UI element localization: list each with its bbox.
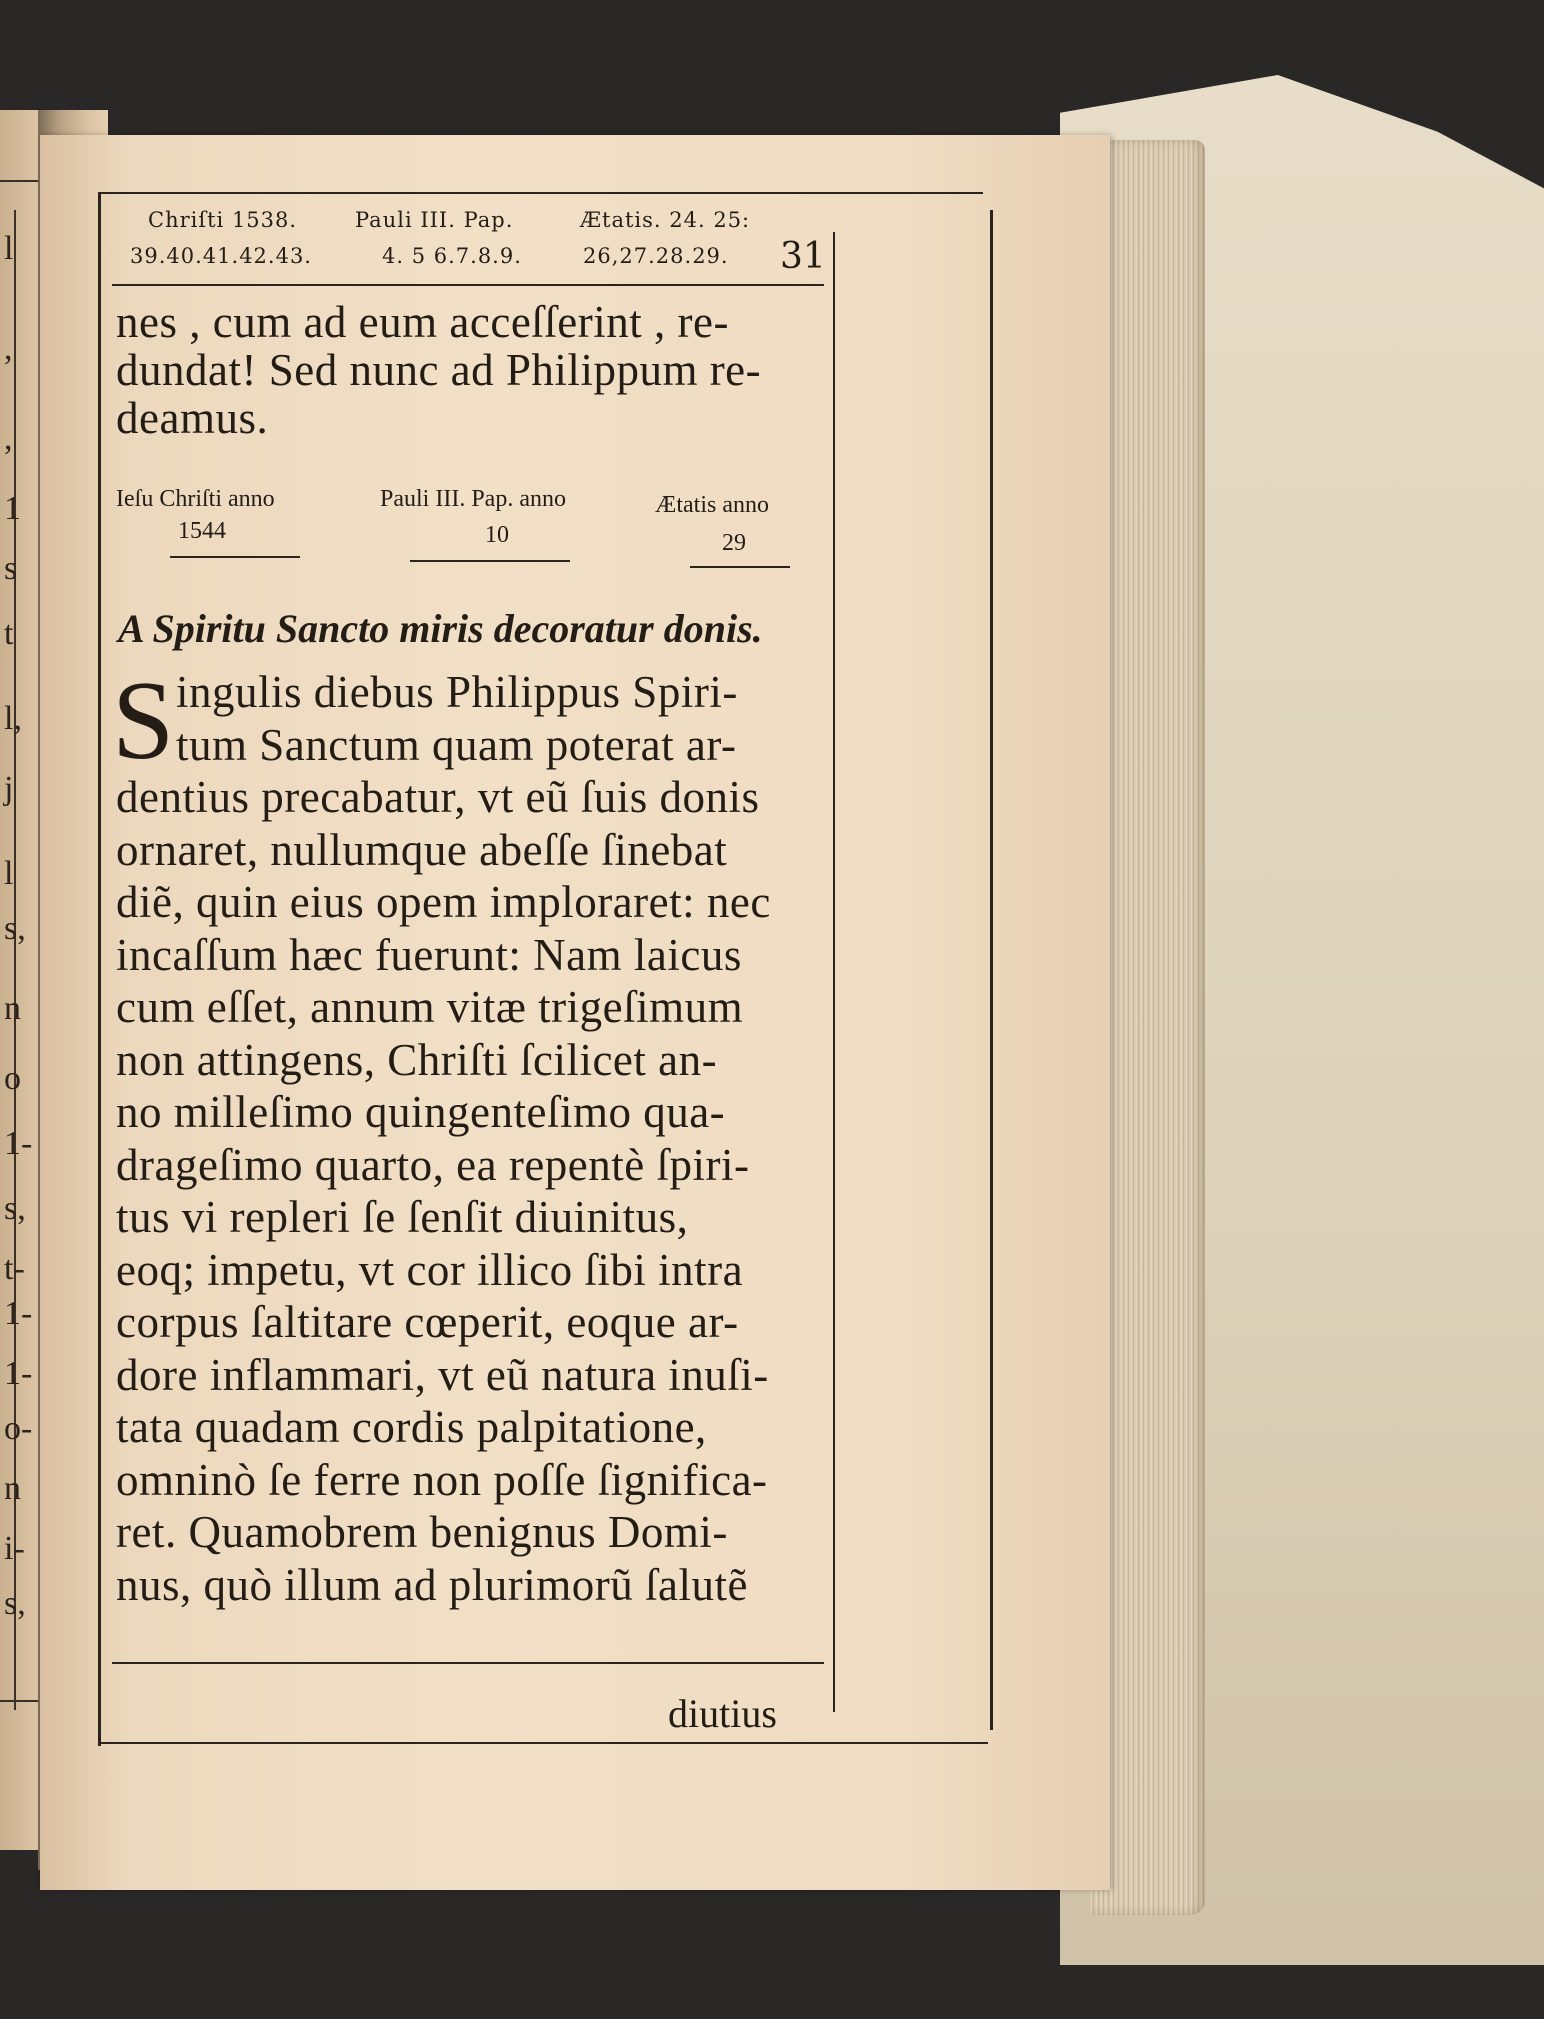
year-table-age-value: 29: [722, 530, 746, 556]
left-page-fragment: 1-: [4, 1295, 33, 1332]
left-page-fragment: s,: [4, 1190, 26, 1227]
body-line: non attingens, Chriſti ſcilicet an-: [116, 1034, 718, 1085]
intro-line: dundat! Sed nunc ad Philippum re-: [116, 345, 762, 395]
left-page-fragment: o: [4, 1060, 21, 1097]
left-page-fragment: s,: [4, 910, 26, 947]
drop-cap: S: [112, 659, 175, 783]
left-page-fragment: l: [4, 230, 14, 267]
header-rule: [112, 284, 824, 286]
body-line: tus vi repleri ſe ſenſit diuinitus,: [116, 1192, 689, 1242]
year-table-pope-label: Pauli III. Pap. anno: [380, 486, 566, 512]
body-line: drageſimo quarto, ea repentè ſpiri-: [116, 1139, 750, 1190]
year-table-pope-rule: [410, 560, 570, 562]
body-line: dentius precabatur, vt eũ ſuis donis: [116, 772, 760, 822]
intro-line: deamus.: [116, 393, 269, 443]
page-frame-right: [990, 210, 993, 1730]
body-line: no milleſimo quingenteſimo qua-: [116, 1087, 726, 1137]
header-christ-years: Chriſti 1538.: [148, 208, 298, 232]
body-line: omninò ſe ferre non poſſe ſignifica-: [116, 1454, 768, 1505]
header-age-years: Ætatis. 24. 25:: [580, 208, 751, 232]
section-title: A Spiritu Sancto miris decoratur donis.: [118, 606, 763, 651]
body-line: tum Sanctum quam poterat ar-: [176, 719, 737, 770]
left-page-fragment: 1: [4, 490, 21, 527]
body-line: nus, quò illum ad plurimorũ ſalutẽ: [116, 1559, 748, 1610]
left-page-fragment: 1-: [4, 1355, 33, 1392]
left-page-fragment: s,: [4, 1585, 26, 1622]
left-page-fragment: 1-: [4, 1125, 33, 1162]
header-pope-years: Pauli III. Pap.: [355, 208, 514, 232]
left-page-fragment: n: [4, 1470, 21, 1507]
page-number: 31: [780, 236, 826, 277]
footer-rule: [112, 1662, 824, 1664]
body-line: incaſſum hæc fuerunt: Nam laicus: [116, 929, 742, 980]
left-page-fragment: l: [4, 855, 14, 892]
year-table-christ-label: Ieſu Chriſti anno: [116, 486, 275, 512]
left-page-fragment: t: [4, 615, 14, 652]
year-table-christ-rule: [170, 556, 300, 558]
left-page-fragment: l,: [4, 700, 22, 737]
body-line: dore inflammari, vt eũ natura inuſi-: [116, 1349, 769, 1400]
body-line: eoq; impetu, vt cor illico ſibi intra: [116, 1244, 744, 1295]
body-line: cum eſſet, annum vitæ trigeſimum: [116, 982, 744, 1032]
left-page-fragment: ,: [4, 420, 13, 457]
page-frame-bottom: [98, 1742, 988, 1744]
year-table-pope-value: 10: [485, 522, 509, 548]
body-line: ingulis diebus Philippus Spiri-: [176, 667, 738, 717]
body-line: diẽ, quin eius opem imploraret: nec: [116, 877, 771, 927]
year-table-christ-value: 1544: [178, 518, 226, 544]
intro-line: nes , cum ad eum acceſſerint , re-: [116, 297, 729, 347]
year-table-age-label: Ætatis anno: [655, 492, 769, 518]
left-page-fragment: j: [4, 770, 14, 807]
year-table-age-rule: [690, 566, 790, 568]
left-page-fragment: t-: [4, 1250, 25, 1287]
header-age-years-range: 26,27.28.29.: [583, 244, 729, 268]
text-block-right-rule: [833, 232, 835, 1712]
body-line: corpus ſaltitare cœperit, eoque ar-: [116, 1297, 739, 1347]
left-page-fragment: i-: [4, 1530, 25, 1567]
left-page-fragment: ,: [4, 330, 13, 367]
left-page-fragment: n: [4, 990, 21, 1027]
left-page-fragment: o-: [4, 1410, 33, 1447]
catchword: diutius: [668, 1691, 777, 1736]
header-pope-years-range: 4. 5 6.7.8.9.: [382, 244, 522, 268]
body-line: ornaret, nullumque abeſſe ſinebat: [116, 824, 728, 875]
left-page-fragment: s: [4, 550, 18, 587]
header-christ-years-range: 39.40.41.42.43.: [130, 244, 312, 268]
body-line: tata quadam cordis palpitatione,: [116, 1402, 707, 1452]
body-line: ret. Quamobrem benignus Domi-: [116, 1507, 728, 1557]
